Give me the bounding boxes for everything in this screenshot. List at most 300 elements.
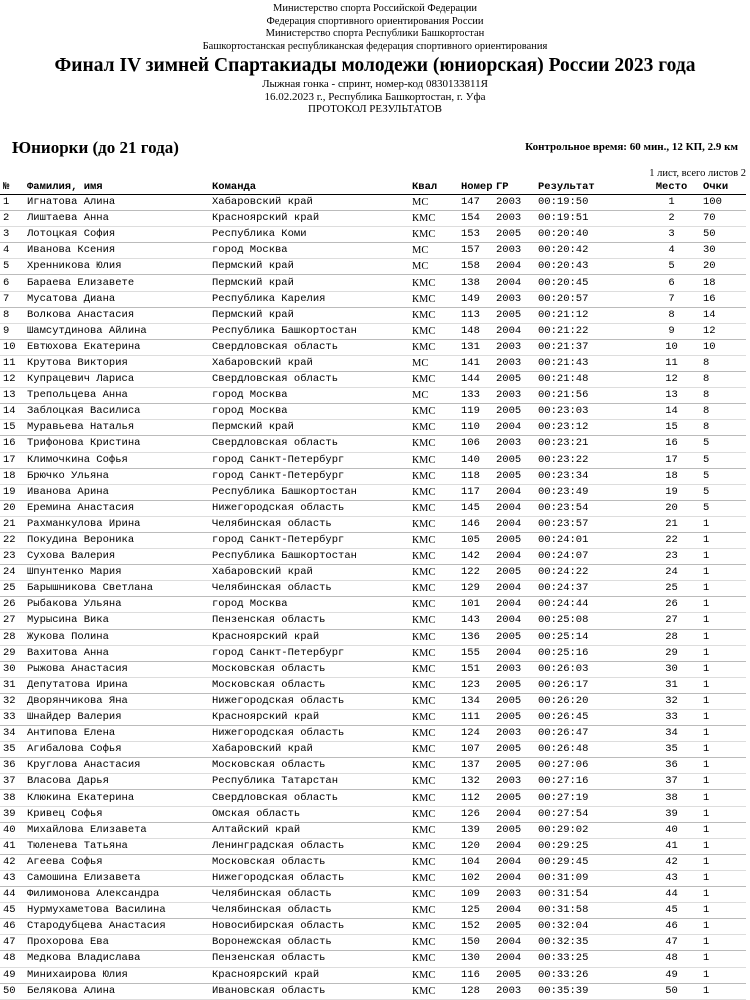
result-time: 00:29:02	[535, 822, 640, 838]
table-row	[0, 854, 746, 870]
points: 5	[700, 484, 746, 500]
athlete-name: Бараева Елизавете	[24, 275, 209, 291]
qualification: КМС	[409, 967, 458, 983]
athlete-name: Рыбакова Ульяна	[24, 597, 209, 613]
row-number: 15	[0, 420, 24, 436]
place: 50	[640, 983, 700, 999]
athlete-name: Власова Дарья	[24, 774, 209, 790]
qualification: КМС	[409, 903, 458, 919]
athlete-name: Клюкина Екатерина	[24, 790, 209, 806]
team-name: город Санкт-Петербург	[209, 468, 409, 484]
points: 8	[700, 372, 746, 388]
qualification: КМС	[409, 372, 458, 388]
athlete-name: Иванова Ксения	[24, 243, 209, 259]
points: 1	[700, 597, 746, 613]
team-name: город Москва	[209, 243, 409, 259]
result-time: 00:21:37	[535, 339, 640, 355]
table-row	[0, 903, 746, 919]
birth-year: 2003	[493, 887, 535, 903]
result-time: 00:25:14	[535, 629, 640, 645]
athlete-name: Агибалова Софья	[24, 742, 209, 758]
bib-number: 119	[458, 404, 493, 420]
bib-number: 132	[458, 774, 493, 790]
table-row	[0, 323, 746, 339]
organizer-line: Министерство спорта Российской Федерации	[273, 3, 477, 14]
row-number: 8	[0, 307, 24, 323]
bib-number: 122	[458, 565, 493, 581]
result-time: 00:31:09	[535, 870, 640, 886]
team-name: Московская область	[209, 677, 409, 693]
place: 8	[640, 307, 700, 323]
qualification: КМС	[409, 549, 458, 565]
points: 1	[700, 790, 746, 806]
table-row	[0, 468, 746, 484]
row-number: 32	[0, 693, 24, 709]
table-row	[0, 983, 746, 999]
bib-number: 153	[458, 227, 493, 243]
athlete-name: Шамсутдинова Айлина	[24, 323, 209, 339]
points: 10	[700, 339, 746, 355]
result-time: 00:26:45	[535, 710, 640, 726]
team-name: Красноярский край	[209, 967, 409, 983]
result-time: 00:33:25	[535, 951, 640, 967]
qualification: КМС	[409, 710, 458, 726]
row-number: 41	[0, 838, 24, 854]
team-name: город Санкт-Петербург	[209, 645, 409, 661]
qualification: КМС	[409, 436, 458, 452]
table-header-row	[0, 180, 746, 195]
table-row	[0, 420, 746, 436]
bib-number: 106	[458, 436, 493, 452]
qualification: КМС	[409, 613, 458, 629]
birth-year: 2004	[493, 549, 535, 565]
team-name: город Москва	[209, 597, 409, 613]
row-number: 1	[0, 195, 24, 211]
bib-number: 111	[458, 710, 493, 726]
team-name: Красноярский край	[209, 211, 409, 227]
row-number: 24	[0, 565, 24, 581]
points: 1	[700, 758, 746, 774]
results-table	[0, 180, 746, 1000]
bib-number: 120	[458, 838, 493, 854]
result-time: 00:24:01	[535, 532, 640, 548]
table-row	[0, 935, 746, 951]
birth-year: 2005	[493, 693, 535, 709]
table-row	[0, 436, 746, 452]
bib-number: 133	[458, 388, 493, 404]
birth-year: 2004	[493, 903, 535, 919]
team-name: Новосибирская область	[209, 919, 409, 935]
place: 37	[640, 774, 700, 790]
result-time: 00:24:44	[535, 597, 640, 613]
qualification: КМС	[409, 597, 458, 613]
birth-year: 2004	[493, 484, 535, 500]
result-time: 00:26:17	[535, 677, 640, 693]
points: 16	[700, 291, 746, 307]
table-row	[0, 372, 746, 388]
place: 32	[640, 693, 700, 709]
birth-year: 2005	[493, 919, 535, 935]
table-row	[0, 581, 746, 597]
qualification: КМС	[409, 951, 458, 967]
birth-year: 2004	[493, 935, 535, 951]
row-number: 22	[0, 532, 24, 548]
athlete-name: Медкова Владислава	[24, 951, 209, 967]
result-time: 00:26:48	[535, 742, 640, 758]
team-name: Красноярский край	[209, 710, 409, 726]
bib-number: 131	[458, 339, 493, 355]
table-row	[0, 388, 746, 404]
date-place-line: 16.02.2023 г., Республика Башкортостан, г. Уфа	[264, 90, 486, 103]
place: 9	[640, 323, 700, 339]
qualification: КМС	[409, 854, 458, 870]
team-name: Хабаровский край	[209, 195, 409, 211]
place: 7	[640, 291, 700, 307]
row-number: 3	[0, 227, 24, 243]
athlete-name: Вахитова Анна	[24, 645, 209, 661]
athlete-name: Нурмухаметова Василина	[24, 903, 209, 919]
birth-year: 2003	[493, 726, 535, 742]
place: 36	[640, 758, 700, 774]
birth-year: 2005	[493, 452, 535, 468]
bib-number: 101	[458, 597, 493, 613]
qualification: МС	[409, 355, 458, 371]
table-row	[0, 484, 746, 500]
table-row	[0, 838, 746, 854]
qualification: МС	[409, 243, 458, 259]
team-name: Свердловская область	[209, 339, 409, 355]
qualification: КМС	[409, 420, 458, 436]
sheet-info: 1 лист, всего листов 2	[649, 168, 746, 179]
birth-year: 2003	[493, 983, 535, 999]
bib-number: 158	[458, 259, 493, 275]
points: 1	[700, 935, 746, 951]
result-time: 00:20:40	[535, 227, 640, 243]
table-row	[0, 500, 746, 516]
result-time: 00:23:49	[535, 484, 640, 500]
birth-year: 2004	[493, 275, 535, 291]
result-time: 00:29:25	[535, 838, 640, 854]
qualification: МС	[409, 195, 458, 211]
team-name: город Санкт-Петербург	[209, 532, 409, 548]
team-name: Челябинская область	[209, 516, 409, 532]
qualification: КМС	[409, 211, 458, 227]
result-time: 00:32:04	[535, 919, 640, 935]
team-name: Пермский край	[209, 275, 409, 291]
place: 45	[640, 903, 700, 919]
result-time: 00:26:20	[535, 693, 640, 709]
result-time: 00:21:48	[535, 372, 640, 388]
place: 1	[640, 195, 700, 211]
bib-number: 151	[458, 661, 493, 677]
place: 13	[640, 388, 700, 404]
row-number: 17	[0, 452, 24, 468]
birth-year: 2003	[493, 195, 535, 211]
athlete-name: Волкова Анастасия	[24, 307, 209, 323]
row-number: 40	[0, 822, 24, 838]
team-name: Московская область	[209, 854, 409, 870]
athlete-name: Еремина Анастасия	[24, 500, 209, 516]
organizer-line: Башкортостанская республиканская федерация спортивного ориентирования	[202, 40, 548, 52]
points: 8	[700, 404, 746, 420]
athlete-name: Михайлова Елизавета	[24, 822, 209, 838]
bib-number: 113	[458, 307, 493, 323]
place: 3	[640, 227, 700, 243]
athlete-name: Круглова Анастасия	[24, 758, 209, 774]
team-name: Пермский край	[209, 420, 409, 436]
qualification: КМС	[409, 822, 458, 838]
bib-number: 155	[458, 645, 493, 661]
points: 20	[700, 259, 746, 275]
place: 28	[640, 629, 700, 645]
athlete-name: Мурысина Вика	[24, 613, 209, 629]
points: 1	[700, 693, 746, 709]
row-number: 45	[0, 903, 24, 919]
points: 1	[700, 565, 746, 581]
qualification: КМС	[409, 468, 458, 484]
bib-number: 138	[458, 275, 493, 291]
bib-number: 116	[458, 967, 493, 983]
result-time: 00:21:22	[535, 323, 640, 339]
team-name: Республика Башкортостан	[209, 549, 409, 565]
control-time: Контрольное время: 60 мин., 12 КП, 2.9 км	[525, 141, 738, 153]
result-time: 00:20:57	[535, 291, 640, 307]
birth-year: 2004	[493, 806, 535, 822]
athlete-name: Климочкина Софья	[24, 452, 209, 468]
points: 1	[700, 677, 746, 693]
result-time: 00:29:45	[535, 854, 640, 870]
table-row	[0, 532, 746, 548]
athlete-name: Прохорова Ева	[24, 935, 209, 951]
birth-year: 2004	[493, 645, 535, 661]
row-number: 47	[0, 935, 24, 951]
result-time: 00:23:34	[535, 468, 640, 484]
bib-number: 117	[458, 484, 493, 500]
qualification: КМС	[409, 919, 458, 935]
bib-number: 142	[458, 549, 493, 565]
row-number: 29	[0, 645, 24, 661]
place: 20	[640, 500, 700, 516]
group-header	[0, 138, 750, 164]
document-header	[0, 0, 750, 116]
place: 48	[640, 951, 700, 967]
qualification: КМС	[409, 339, 458, 355]
birth-year: 2003	[493, 388, 535, 404]
table-row	[0, 726, 746, 742]
place: 10	[640, 339, 700, 355]
athlete-name: Сухова Валерия	[24, 549, 209, 565]
place: 26	[640, 597, 700, 613]
team-name: Челябинская область	[209, 581, 409, 597]
points: 1	[700, 870, 746, 886]
row-number: 49	[0, 967, 24, 983]
athlete-name: Белякова Алина	[24, 983, 209, 999]
bib-number: 139	[458, 822, 493, 838]
qualification: КМС	[409, 645, 458, 661]
points: 1	[700, 903, 746, 919]
athlete-name: Покудина Вероника	[24, 532, 209, 548]
row-number: 36	[0, 758, 24, 774]
birth-year: 2005	[493, 372, 535, 388]
qualification: КМС	[409, 806, 458, 822]
table-row	[0, 774, 746, 790]
athlete-name: Депутатова Ирина	[24, 677, 209, 693]
athlete-name: Лотоцкая София	[24, 227, 209, 243]
birth-year: 2003	[493, 243, 535, 259]
birth-year: 2003	[493, 291, 535, 307]
bib-number: 157	[458, 243, 493, 259]
bib-number: 129	[458, 581, 493, 597]
bib-number: 145	[458, 500, 493, 516]
team-name: Нижегородская область	[209, 726, 409, 742]
qualification: КМС	[409, 532, 458, 548]
qualification: КМС	[409, 693, 458, 709]
qualification: КМС	[409, 581, 458, 597]
table-row	[0, 967, 746, 983]
table-row	[0, 822, 746, 838]
column-header: Результат	[535, 180, 640, 195]
column-header: Фамилия, имя	[24, 180, 209, 195]
points: 1	[700, 967, 746, 983]
qualification: КМС	[409, 275, 458, 291]
place: 40	[640, 822, 700, 838]
row-number: 2	[0, 211, 24, 227]
birth-year: 2005	[493, 742, 535, 758]
birth-year: 2003	[493, 774, 535, 790]
table-row	[0, 195, 746, 211]
team-name: Хабаровский край	[209, 565, 409, 581]
bib-number: 134	[458, 693, 493, 709]
row-number: 16	[0, 436, 24, 452]
organizer-line: Министерство спорта Республики Башкортостан	[265, 28, 485, 39]
place: 14	[640, 404, 700, 420]
qualification: КМС	[409, 307, 458, 323]
bib-number: 147	[458, 195, 493, 211]
team-name: Воронежская область	[209, 935, 409, 951]
row-number: 11	[0, 355, 24, 371]
table-row	[0, 629, 746, 645]
bib-number: 128	[458, 983, 493, 999]
row-number: 28	[0, 629, 24, 645]
bib-number: 125	[458, 903, 493, 919]
bib-number: 130	[458, 951, 493, 967]
team-name: Челябинская область	[209, 903, 409, 919]
place: 33	[640, 710, 700, 726]
team-name: Хабаровский край	[209, 742, 409, 758]
result-time: 00:23:22	[535, 452, 640, 468]
points: 1	[700, 613, 746, 629]
birth-year: 2003	[493, 339, 535, 355]
qualification: КМС	[409, 935, 458, 951]
place: 49	[640, 967, 700, 983]
row-number: 46	[0, 919, 24, 935]
team-name: Нижегородская область	[209, 693, 409, 709]
bib-number: 118	[458, 468, 493, 484]
column-header: №	[0, 180, 24, 195]
points: 1	[700, 645, 746, 661]
qualification: КМС	[409, 500, 458, 516]
table-row	[0, 919, 746, 935]
qualification: КМС	[409, 565, 458, 581]
column-header: Номер	[458, 180, 493, 195]
place: 42	[640, 854, 700, 870]
athlete-name: Минихаирова Юлия	[24, 967, 209, 983]
table-row	[0, 693, 746, 709]
bib-number: 144	[458, 372, 493, 388]
table-row	[0, 243, 746, 259]
row-number: 38	[0, 790, 24, 806]
place: 47	[640, 935, 700, 951]
athlete-name: Тюленева Татьяна	[24, 838, 209, 854]
birth-year: 2003	[493, 355, 535, 371]
birth-year: 2005	[493, 532, 535, 548]
bib-number: 104	[458, 854, 493, 870]
bib-number: 102	[458, 870, 493, 886]
bib-number: 107	[458, 742, 493, 758]
row-number: 30	[0, 661, 24, 677]
birth-year: 2005	[493, 822, 535, 838]
points: 70	[700, 211, 746, 227]
points: 1	[700, 516, 746, 532]
birth-year: 2005	[493, 677, 535, 693]
points: 30	[700, 243, 746, 259]
points: 12	[700, 323, 746, 339]
points: 1	[700, 726, 746, 742]
birth-year: 2005	[493, 404, 535, 420]
column-header: Команда	[209, 180, 409, 195]
organizer-line: Федерация спортивного ориентирования России	[266, 15, 484, 27]
team-name: Пермский край	[209, 307, 409, 323]
table-row	[0, 452, 746, 468]
place: 39	[640, 806, 700, 822]
row-number: 48	[0, 951, 24, 967]
team-name: Пензенская область	[209, 951, 409, 967]
birth-year: 2004	[493, 420, 535, 436]
place: 46	[640, 919, 700, 935]
result-time: 00:23:03	[535, 404, 640, 420]
result-time: 00:23:21	[535, 436, 640, 452]
bib-number: 141	[458, 355, 493, 371]
athlete-name: Лиштаева Анна	[24, 211, 209, 227]
row-number: 35	[0, 742, 24, 758]
points: 1	[700, 742, 746, 758]
athlete-name: Филимонова Александра	[24, 887, 209, 903]
birth-year: 2004	[493, 951, 535, 967]
qualification: КМС	[409, 838, 458, 854]
birth-year: 2004	[493, 323, 535, 339]
points: 1	[700, 919, 746, 935]
qualification: КМС	[409, 323, 458, 339]
row-number: 12	[0, 372, 24, 388]
athlete-name: Хренникова Юлия	[24, 259, 209, 275]
athlete-name: Трепольцева Анна	[24, 388, 209, 404]
place: 27	[640, 613, 700, 629]
birth-year: 2004	[493, 870, 535, 886]
place: 5	[640, 259, 700, 275]
table-row	[0, 887, 746, 903]
row-number: 21	[0, 516, 24, 532]
place: 19	[640, 484, 700, 500]
team-name: Московская область	[209, 758, 409, 774]
athlete-name: Агеева Софья	[24, 854, 209, 870]
points: 1	[700, 822, 746, 838]
points: 100	[700, 195, 746, 211]
place: 22	[640, 532, 700, 548]
qualification: КМС	[409, 661, 458, 677]
result-time: 00:27:16	[535, 774, 640, 790]
table-row	[0, 613, 746, 629]
table-row	[0, 951, 746, 967]
